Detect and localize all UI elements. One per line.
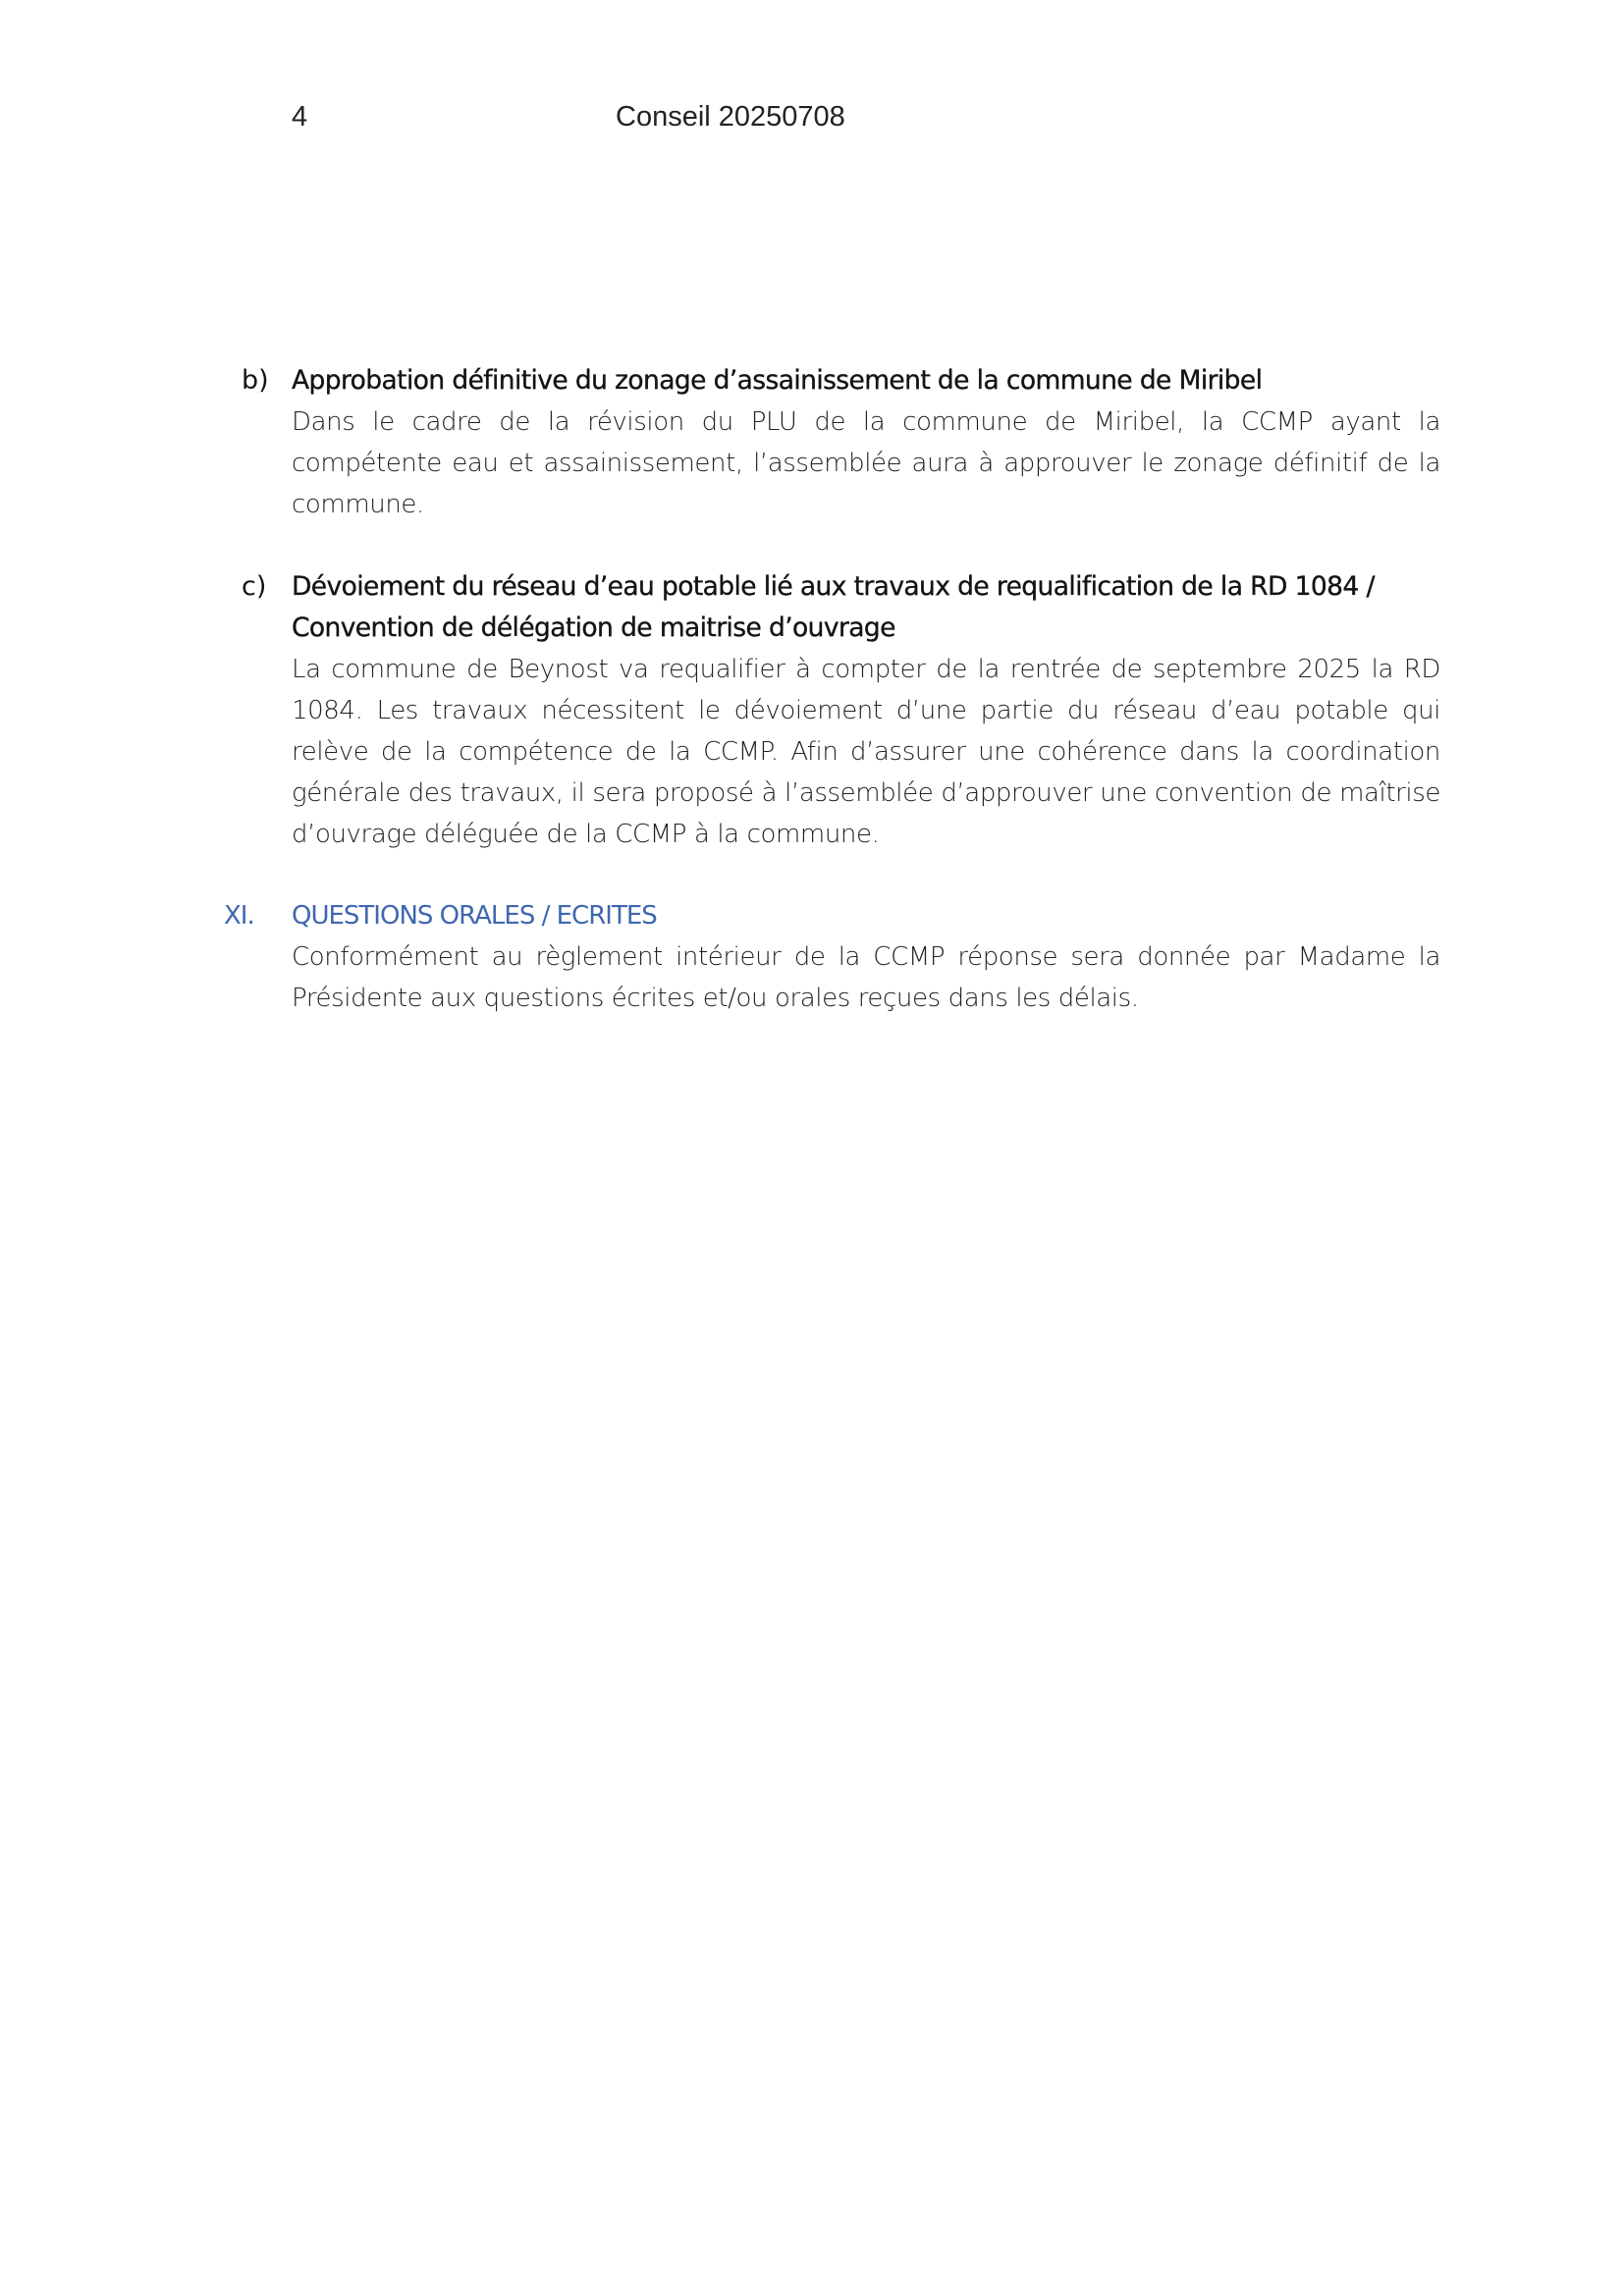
section-body: La commune de Beynost va requalifier à compter de la rentrée de septembre 2025 la RD 1084. Les travaux nécessitent le dévoiement d’une partie du réseau d’eau potable qui relève de la compétence de la CCMP. Afin d’assurer une cohérence dans la coordination générale des travaux, il sera proposé à l’assemblée d’approuver une convention de maîtrise d’ouvrage déléguée de la CCMP à la commune. [292,655,1440,849]
section-marker: XI. [224,901,254,931]
section-heading: QUESTIONS ORALES / ECRITES [292,901,657,931]
section-heading: Approbation définitive du zonage d’assainissement de la commune de Miribel [292,365,1263,396]
page-number: 4 [292,101,308,133]
section-body: Conformément au règlement intérieur de la CCMP réponse sera donnée par Madame la Présidente aux questions écrites et/ou orales reçues dans les délais. [292,942,1440,1013]
section-heading: Dévoiement du réseau d’eau potable lié aux travaux de requalification de la RD 1084 / Convention de délégation de maitrise d’ouvrage [292,571,1375,643]
section-body: Dans le cadre de la révision du PLU de la commune de Miribel, la CCMP ayant la compétente eau et assainissement, l’assemblée aura à approuver le zonage définitif de la commune. [292,407,1440,519]
section-marker: c) [242,571,267,602]
document-title: Conseil 20250708 [616,101,845,133]
section-marker: b) [242,365,269,396]
